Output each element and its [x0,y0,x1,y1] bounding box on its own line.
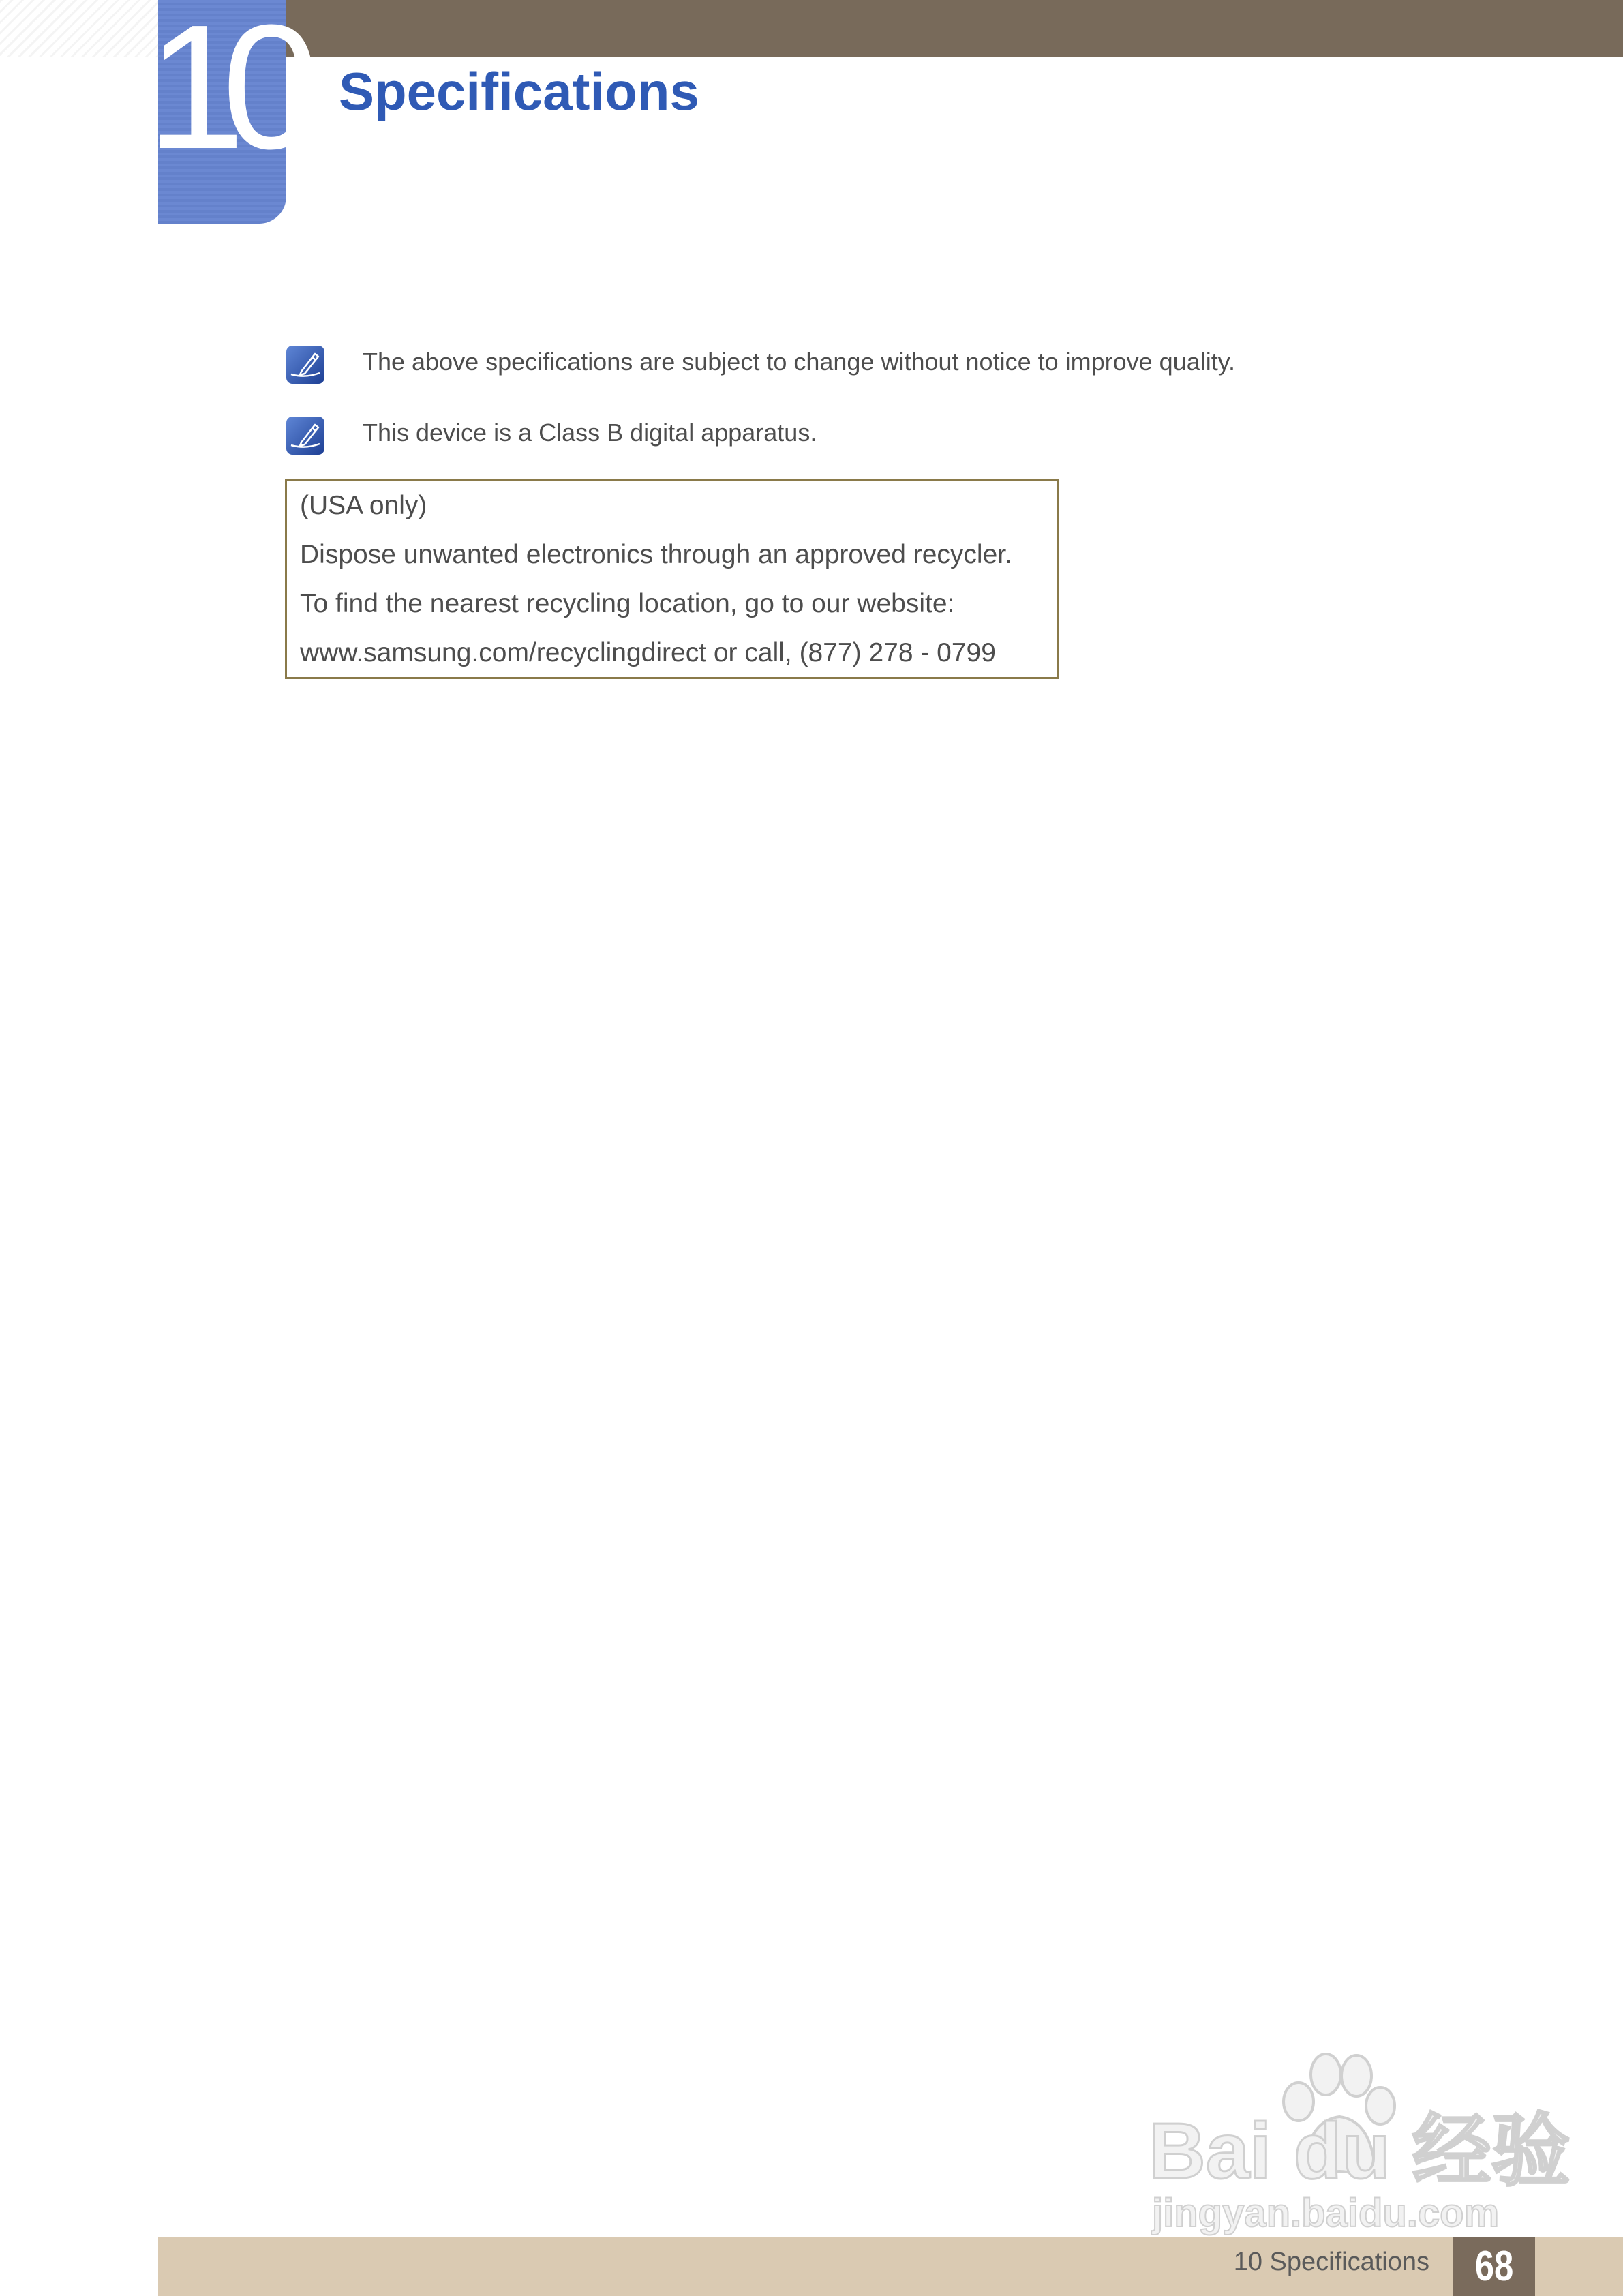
notice-dispose-line: Dispose unwanted electronics through an approved recycler. [300,540,1012,569]
notice-contact-line: www.samsung.com/recyclingdirect or call, (877) 278 - 0799 [300,638,996,667]
page-number: 68 [1474,2243,1514,2290]
note-pencil-icon [285,344,326,385]
chapter-number-container [147,0,317,177]
note-pencil-icon [285,415,326,456]
notice-region-line: (USA only) [300,491,427,520]
page-number-box [1453,2237,1535,2296]
page-title: Specifications [339,61,699,121]
note-text: This device is a Class B digital apparatus. [363,419,817,447]
footer-label: 10 Specifications [1233,2248,1429,2276]
watermark-brand: Bai du 经验 [1149,2106,1571,2195]
chapter-number: 10 [147,0,298,177]
watermark-url: jingyan.baidu.com [1152,2191,1500,2235]
note-text: The above specifications are subject to change without notice to improve quality. [363,348,1236,376]
header-bar [158,0,1623,57]
recycling-notice-box [285,479,1059,679]
baidu-watermark [1149,2049,1571,2236]
header-hatch-pattern [0,0,158,57]
notice-location-line: To find the nearest recycling location, go to our website: [300,589,955,618]
